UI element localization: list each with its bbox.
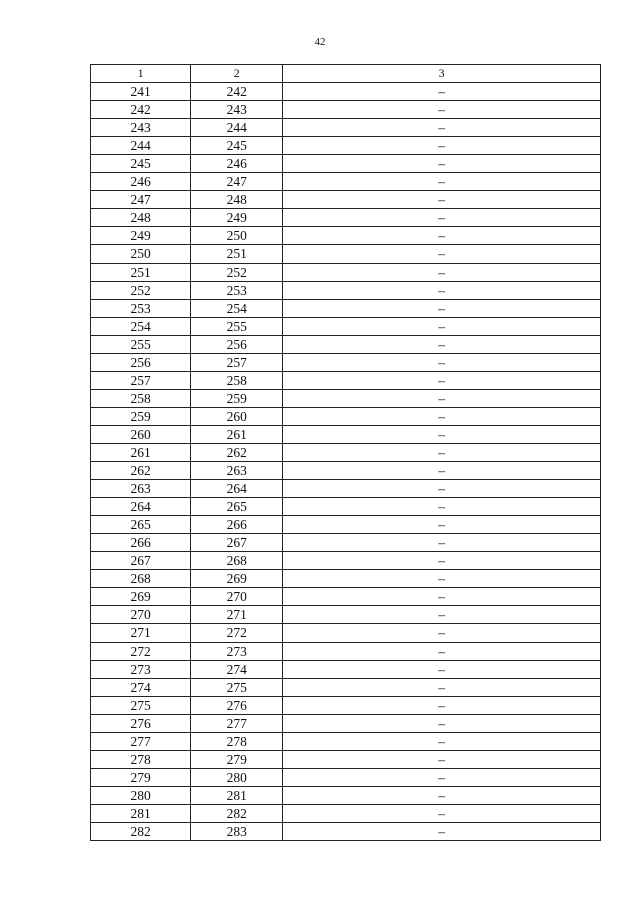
table-cell-col3: – <box>283 786 601 804</box>
table-cell-col3: – <box>283 209 601 227</box>
table-row <box>91 660 601 678</box>
table-cell-col1: 253 <box>91 299 191 317</box>
page-number: 42 <box>314 36 326 48</box>
table-cell-col3: – <box>283 137 601 155</box>
table-cell-col3: – <box>283 642 601 660</box>
table-header-row <box>91 65 601 83</box>
table-cell-col2: 267 <box>191 534 283 552</box>
table-cell-col1: 249 <box>91 227 191 245</box>
table-cell-col2: 282 <box>191 804 283 822</box>
table-row <box>91 191 601 209</box>
table-row <box>91 101 601 119</box>
table-cell-col2: 248 <box>191 191 283 209</box>
table-cell-col3: – <box>283 371 601 389</box>
table-row <box>91 299 601 317</box>
table-cell-col1: 271 <box>91 624 191 642</box>
table-cell-col2: 245 <box>191 137 283 155</box>
table-cell-col3: – <box>283 83 601 101</box>
table-cell-col3: – <box>283 480 601 498</box>
table-cell-col1: 277 <box>91 732 191 750</box>
table-cell-col1: 257 <box>91 371 191 389</box>
table-row <box>91 606 601 624</box>
table-cell-col1: 259 <box>91 407 191 425</box>
table-row <box>91 570 601 588</box>
table-row <box>91 119 601 137</box>
table-cell-col1: 241 <box>91 83 191 101</box>
table-cell-col3: – <box>283 299 601 317</box>
table-row <box>91 353 601 371</box>
table-cell-col2: 258 <box>191 371 283 389</box>
table-cell-col1: 262 <box>91 462 191 480</box>
table-cell-col3: – <box>283 173 601 191</box>
table-cell-col2: 264 <box>191 480 283 498</box>
table-cell-col3: – <box>283 227 601 245</box>
table-cell-col2: 275 <box>191 678 283 696</box>
table-cell-col1: 280 <box>91 786 191 804</box>
table-cell-col1: 263 <box>91 480 191 498</box>
table-row <box>91 317 601 335</box>
table-cell-col2: 246 <box>191 155 283 173</box>
table-row <box>91 209 601 227</box>
table-row <box>91 245 601 263</box>
table-row <box>91 534 601 552</box>
table-row <box>91 83 601 101</box>
table-cell-col3: – <box>283 696 601 714</box>
table-cell-col2: 253 <box>191 281 283 299</box>
table-cell-col3: – <box>283 678 601 696</box>
table-cell-col1: 282 <box>91 822 191 840</box>
table-cell-col1: 252 <box>91 281 191 299</box>
table-cell-col1: 269 <box>91 588 191 606</box>
table-cell-col2: 250 <box>191 227 283 245</box>
table-cell-col2: 265 <box>191 498 283 516</box>
table-cell-col2: 278 <box>191 732 283 750</box>
table-cell-col3: – <box>283 389 601 407</box>
table-cell-col1: 260 <box>91 425 191 443</box>
table-cell-col1: 270 <box>91 606 191 624</box>
table-cell-col3: – <box>283 353 601 371</box>
table-cell-col3: – <box>283 660 601 678</box>
table-cell-col1: 274 <box>91 678 191 696</box>
table-cell-col1: 279 <box>91 768 191 786</box>
table-cell-col1: 258 <box>91 389 191 407</box>
table-row <box>91 443 601 461</box>
table-cell-col3: – <box>283 245 601 263</box>
table-cell-col1: 275 <box>91 696 191 714</box>
table-cell-col3: – <box>283 317 601 335</box>
table-cell-col1: 247 <box>91 191 191 209</box>
table-row <box>91 281 601 299</box>
table-cell-col2: 257 <box>191 353 283 371</box>
table-cell-col3: – <box>283 335 601 353</box>
table-cell-col2: 260 <box>191 407 283 425</box>
table-cell-col3: – <box>283 263 601 281</box>
table-cell-col3: – <box>283 425 601 443</box>
table-row <box>91 425 601 443</box>
table-row <box>91 642 601 660</box>
table-cell-col2: 269 <box>191 570 283 588</box>
table-cell-col1: 276 <box>91 714 191 732</box>
table-cell-col3: – <box>283 155 601 173</box>
table-row <box>91 552 601 570</box>
table-cell-col1: 248 <box>91 209 191 227</box>
column-header-3: 3 <box>283 65 601 83</box>
table-cell-col1: 278 <box>91 750 191 768</box>
table-cell-col1: 250 <box>91 245 191 263</box>
table-cell-col3: – <box>283 516 601 534</box>
table-cell-col1: 255 <box>91 335 191 353</box>
table-cell-col3: – <box>283 588 601 606</box>
table-cell-col3: – <box>283 191 601 209</box>
table-cell-col2: 271 <box>191 606 283 624</box>
table-row <box>91 732 601 750</box>
table-cell-col2: 255 <box>191 317 283 335</box>
table-cell-col3: – <box>283 119 601 137</box>
table-cell-col1: 245 <box>91 155 191 173</box>
table-row <box>91 371 601 389</box>
table-row <box>91 407 601 425</box>
table-cell-col3: – <box>283 750 601 768</box>
table-cell-col2: 249 <box>191 209 283 227</box>
table-cell-col1: 256 <box>91 353 191 371</box>
table-cell-col2: 251 <box>191 245 283 263</box>
table-row <box>91 137 601 155</box>
table-row <box>91 588 601 606</box>
table-cell-col3: – <box>283 732 601 750</box>
table-row <box>91 624 601 642</box>
table-row <box>91 516 601 534</box>
column-header-1: 1 <box>91 65 191 83</box>
table-cell-col3: – <box>283 822 601 840</box>
table-row <box>91 173 601 191</box>
table-cell-col1: 273 <box>91 660 191 678</box>
table-cell-col2: 259 <box>191 389 283 407</box>
table-cell-col2: 274 <box>191 660 283 678</box>
table-row <box>91 768 601 786</box>
table-cell-col1: 254 <box>91 317 191 335</box>
table-row <box>91 678 601 696</box>
table-row <box>91 498 601 516</box>
table-cell-col3: – <box>283 534 601 552</box>
table-cell-col1: 267 <box>91 552 191 570</box>
table-cell-col1: 242 <box>91 101 191 119</box>
table-cell-col2: 244 <box>191 119 283 137</box>
table-cell-col2: 262 <box>191 443 283 461</box>
table-row <box>91 804 601 822</box>
table-cell-col2: 276 <box>191 696 283 714</box>
table-row <box>91 389 601 407</box>
table-cell-col3: – <box>283 606 601 624</box>
table-row <box>91 155 601 173</box>
table-row <box>91 714 601 732</box>
table-cell-col2: 261 <box>191 425 283 443</box>
table-cell-col1: 266 <box>91 534 191 552</box>
table-row <box>91 263 601 281</box>
table-cell-col3: – <box>283 498 601 516</box>
data-table <box>90 64 601 841</box>
table-cell-col2: 254 <box>191 299 283 317</box>
table-cell-col3: – <box>283 462 601 480</box>
table-cell-col3: – <box>283 281 601 299</box>
table-cell-col2: 281 <box>191 786 283 804</box>
table-cell-col3: – <box>283 714 601 732</box>
table-cell-col1: 281 <box>91 804 191 822</box>
table-row <box>91 750 601 768</box>
table-cell-col2: 272 <box>191 624 283 642</box>
table-row <box>91 227 601 245</box>
table-body <box>91 83 601 841</box>
table-cell-col2: 268 <box>191 552 283 570</box>
table-cell-col1: 243 <box>91 119 191 137</box>
table-row <box>91 822 601 840</box>
table-cell-col3: – <box>283 443 601 461</box>
table-cell-col1: 246 <box>91 173 191 191</box>
table-row <box>91 696 601 714</box>
table-cell-col1: 244 <box>91 137 191 155</box>
table-cell-col2: 270 <box>191 588 283 606</box>
table-cell-col3: – <box>283 570 601 588</box>
table-cell-col2: 263 <box>191 462 283 480</box>
table-cell-col2: 242 <box>191 83 283 101</box>
table-row <box>91 335 601 353</box>
table-cell-col3: – <box>283 768 601 786</box>
table-cell-col3: – <box>283 624 601 642</box>
table-row <box>91 480 601 498</box>
table-cell-col2: 279 <box>191 750 283 768</box>
table-row <box>91 462 601 480</box>
table-cell-col1: 251 <box>91 263 191 281</box>
table-cell-col2: 247 <box>191 173 283 191</box>
table-cell-col2: 273 <box>191 642 283 660</box>
table-cell-col2: 252 <box>191 263 283 281</box>
table-cell-col2: 277 <box>191 714 283 732</box>
table-cell-col2: 280 <box>191 768 283 786</box>
table-cell-col3: – <box>283 101 601 119</box>
table-row <box>91 786 601 804</box>
table-cell-col2: 283 <box>191 822 283 840</box>
table-cell-col3: – <box>283 552 601 570</box>
table-cell-col1: 265 <box>91 516 191 534</box>
table-cell-col2: 243 <box>191 101 283 119</box>
table-cell-col2: 256 <box>191 335 283 353</box>
table-cell-col1: 264 <box>91 498 191 516</box>
table-cell-col3: – <box>283 407 601 425</box>
table-cell-col1: 268 <box>91 570 191 588</box>
table-cell-col1: 272 <box>91 642 191 660</box>
column-header-2: 2 <box>191 65 283 83</box>
table-cell-col3: – <box>283 804 601 822</box>
table-cell-col2: 266 <box>191 516 283 534</box>
table-cell-col1: 261 <box>91 443 191 461</box>
